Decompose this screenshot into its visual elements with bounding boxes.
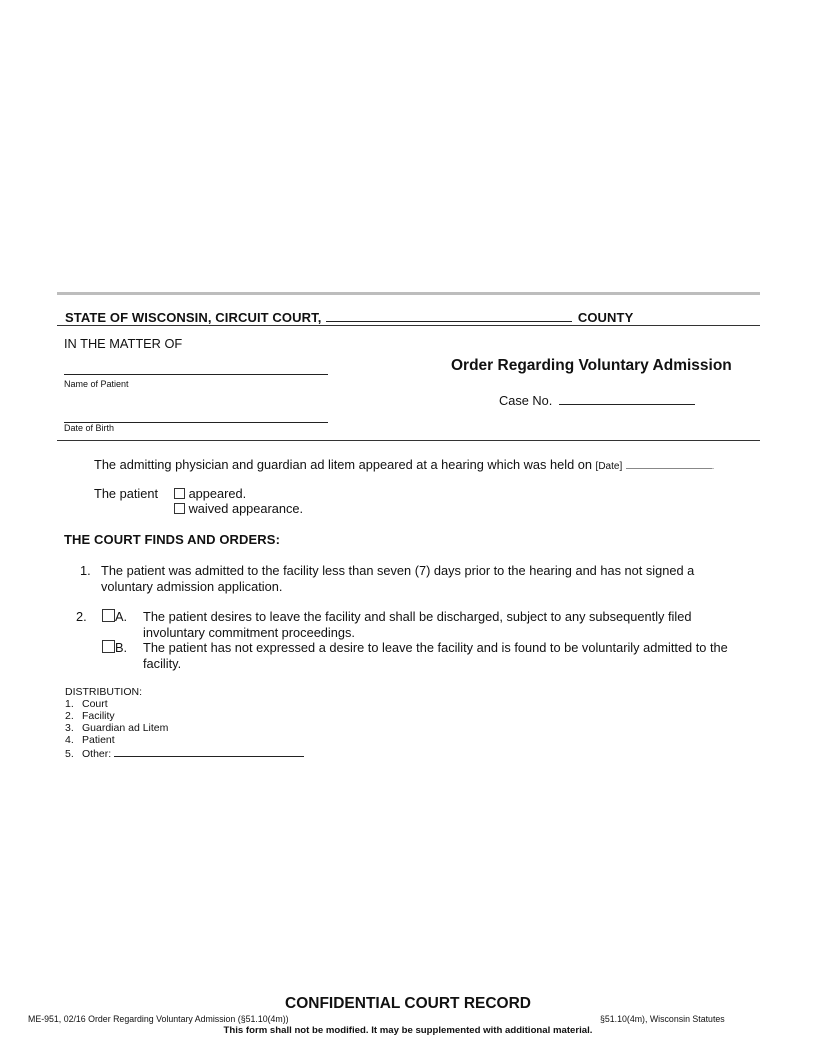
finding-1-line2: voluntary admission application. [101, 578, 283, 594]
date-hint: [Date] [595, 461, 623, 472]
court-header [65, 307, 633, 325]
option-b-text [143, 640, 728, 671]
patient-label: The patient [94, 486, 159, 501]
appeared-label: appeared. [188, 486, 247, 501]
finding-2-number: 2. [76, 609, 87, 624]
case-no-field[interactable] [559, 390, 695, 405]
modification-notice: This form shall not be modified. It may be supplemented with additional material. [223, 1025, 593, 1036]
hearing-end-punct: . [711, 461, 715, 471]
finding-1-text [101, 563, 694, 594]
case-no-label: Case No. [499, 393, 553, 408]
distribution-item: 1. Court [65, 698, 108, 710]
date-of-birth-label: Date of Birth [64, 423, 115, 433]
option-a-letter: A. [115, 609, 128, 624]
caption-divider [57, 440, 760, 441]
court-prefix: STATE OF WISCONSIN, CIRCUIT COURT, [65, 310, 322, 325]
waived-appearance-checkbox[interactable] [174, 503, 185, 514]
option-a-line1: The patient desires to leave the facility and shall be discharged, subject to any subsequently filed [143, 609, 692, 624]
option-appeared[interactable] [174, 486, 246, 502]
top-divider [57, 292, 760, 295]
finding-1-number: 1. [80, 563, 91, 578]
date-of-birth-field[interactable] [64, 407, 328, 423]
patient-name-field[interactable] [64, 359, 328, 375]
order-option-a[interactable] [102, 609, 127, 625]
distribution-item: 3. Guardian ad Litem [65, 722, 169, 734]
distribution-item: 2. Facility [65, 710, 115, 722]
option-b-checkbox[interactable] [102, 640, 115, 653]
distribution-heading: DISTRIBUTION: [65, 686, 143, 698]
option-a-text [143, 609, 691, 640]
hearing-statement [94, 456, 714, 475]
in-the-matter-of: IN THE MATTER OF [64, 336, 183, 351]
distribution-item: 5. Other: [65, 746, 304, 760]
option-b-letter: B. [115, 640, 128, 655]
distribution-list [65, 686, 304, 760]
option-a-line2: involuntary commitment proceedings. [143, 624, 355, 640]
findings-heading: THE COURT FINDS AND ORDERS: [64, 532, 280, 547]
name-of-patient-label: Name of Patient [64, 379, 129, 389]
distribution-other-field[interactable] [114, 746, 304, 757]
waived-appearance-label: waived appearance. [188, 501, 304, 516]
option-b-line2: facility. [143, 655, 182, 671]
hearing-date-field[interactable] [626, 456, 712, 469]
form-title: Order Regarding Voluntary Admission [451, 357, 732, 374]
form-id: ME-951, 02/16 Order Regarding Voluntary Admission (§51.10(4m)) [28, 1014, 289, 1024]
finding-1-line1: The patient was admitted to the facility less than seven (7) days prior to the hearing and has not signed a [101, 563, 695, 578]
appeared-checkbox[interactable] [174, 488, 185, 499]
case-number [499, 390, 695, 409]
county-field[interactable] [326, 307, 572, 322]
county-label: COUNTY [577, 310, 634, 325]
order-option-b[interactable] [102, 640, 127, 656]
statute-reference: §51.10(4m), Wisconsin Statutes [600, 1014, 725, 1024]
option-b-line1: The patient has not expressed a desire to leave the facility and is found to be voluntarily admitted to the [143, 640, 728, 655]
hearing-text: The admitting physician and guardian ad litem appeared at a hearing which was held on [94, 457, 592, 472]
option-a-checkbox[interactable] [102, 609, 115, 622]
distribution-item: 4. Patient [65, 734, 115, 746]
header-divider [57, 325, 760, 326]
option-waived-appearance[interactable] [174, 501, 303, 517]
confidential-banner: CONFIDENTIAL COURT RECORD [285, 995, 531, 1012]
